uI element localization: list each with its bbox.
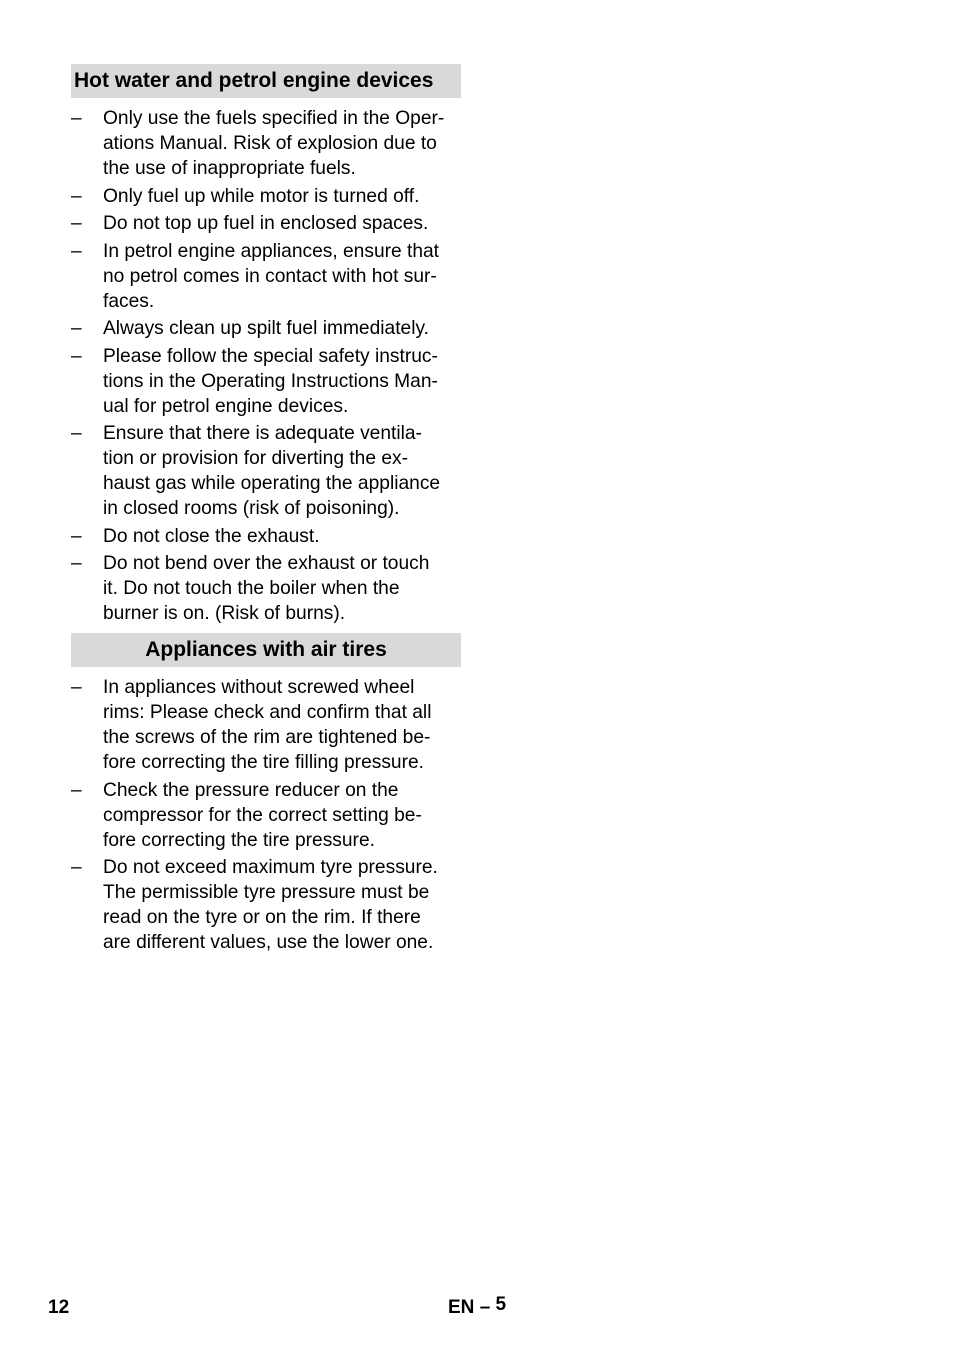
- list-item: [71, 316, 461, 341]
- list-item-text: In petrol engine appliances, ensure that: [103, 240, 440, 262]
- section-page-number: 5: [495, 1294, 507, 1315]
- list-item-text: fore correcting the tire filling pressure.: [103, 752, 424, 773]
- list-item: [71, 211, 461, 236]
- list-item: [71, 106, 461, 181]
- page-number: 12: [48, 1297, 70, 1318]
- list-item-text: tion or provision for diverting the ex-: [103, 448, 409, 469]
- section-hot-water-petrol: [71, 64, 461, 629]
- list-item-text: burner is on. (Risk of burns).: [103, 603, 346, 624]
- list-item-text: Do not top up fuel in enclosed spaces.: [103, 213, 429, 234]
- bullet-dash: –: [71, 779, 82, 801]
- bullet-dash: –: [71, 240, 82, 262]
- bullet-dash: –: [71, 345, 82, 367]
- list-item: [71, 421, 461, 521]
- list-item: [71, 184, 461, 209]
- list-item: [71, 855, 461, 955]
- list-item-text: The permissible tyre pressure must be: [103, 882, 430, 903]
- list-item: [71, 239, 461, 314]
- list-item-text: In appliances without screwed wheel: [103, 677, 415, 698]
- bullet-dash: –: [71, 318, 82, 339]
- bullet-dash: –: [71, 525, 82, 547]
- list-item-text: tions in the Operating Instructions Man-: [103, 370, 438, 392]
- bullet-dash: –: [71, 857, 82, 878]
- bullet-dash: –: [71, 108, 82, 129]
- bullet-list: [71, 675, 461, 955]
- list-item: [71, 551, 461, 626]
- list-item-text: faces.: [103, 290, 155, 312]
- list-item-text: Only use the fuels specified in the Oper-: [103, 108, 445, 129]
- bullet-list: [71, 106, 461, 626]
- list-item-text: in closed rooms (risk of poisoning).: [103, 498, 400, 519]
- list-item: [71, 778, 461, 853]
- bullet-dash: –: [71, 553, 82, 574]
- bullet-dash: –: [71, 213, 82, 234]
- language-code: EN: [448, 1297, 475, 1318]
- list-item-text: Do not exceed maximum tyre pressure.: [103, 857, 438, 878]
- list-item-text: no petrol comes in contact with hot sur-: [103, 265, 437, 287]
- list-item-text: Ensure that there is adequate ventila-: [103, 423, 422, 444]
- list-item-text: it. Do not touch the boiler when the: [103, 578, 400, 599]
- separator-dash: –: [479, 1297, 491, 1318]
- list-item-text: Please follow the special safety instruc-: [103, 345, 438, 367]
- list-item-text: are different values, use the lower one.: [103, 932, 434, 953]
- list-item-text: rims: Please check and confirm that all: [103, 702, 432, 723]
- list-item-text: fore correcting the tire pressure.: [103, 829, 375, 851]
- list-item-text: Always clean up spilt fuel immediately.: [103, 318, 429, 339]
- list-item-text: Check the pressure reducer on the: [103, 779, 399, 801]
- list-item-text: ations Manual. Risk of explosion due to: [103, 133, 437, 154]
- list-item: [71, 675, 461, 775]
- list-item-text: compressor for the correct setting be-: [103, 804, 422, 826]
- list-item-text: Do not bend over the exhaust or touch: [103, 553, 430, 574]
- bullet-dash: –: [71, 185, 82, 207]
- list-item-text: the screws of the rim are tightened be-: [103, 727, 431, 748]
- list-item-text: ual for petrol engine devices.: [103, 395, 349, 417]
- list-item: [71, 524, 461, 549]
- section-air-tires: [71, 633, 461, 958]
- list-item-text: Only fuel up while motor is turned off.: [103, 185, 420, 207]
- list-item: [71, 344, 461, 419]
- section-page-label: [448, 1294, 507, 1319]
- bullet-dash: –: [71, 677, 82, 698]
- list-item-text: haust gas while operating the appliance: [103, 473, 441, 494]
- list-item-text: Do not close the exhaust.: [103, 525, 320, 547]
- section-heading: Hot water and petrol engine devices: [71, 64, 461, 98]
- list-item-text: the use of inappropriate fuels.: [103, 158, 356, 179]
- bullet-dash: –: [71, 423, 82, 444]
- list-item-text: read on the tyre or on the rim. If there: [103, 907, 421, 928]
- section-heading: Appliances with air tires: [71, 633, 461, 667]
